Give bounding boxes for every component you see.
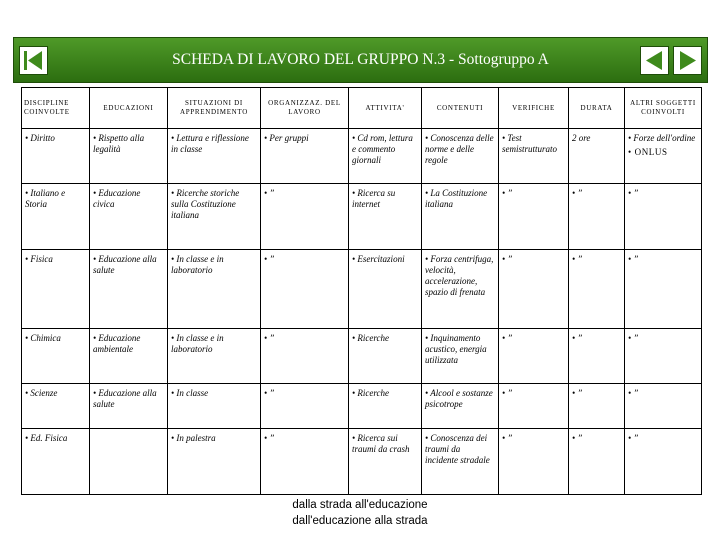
table-cell: • ”	[499, 329, 569, 384]
col-header: DURATA	[569, 88, 625, 129]
col-header: CONTENUTI	[422, 88, 499, 129]
table-cell: • Test semistrutturato	[499, 129, 569, 184]
table-cell: • ”	[261, 384, 349, 429]
table-cell: • Ed. Fisica	[22, 429, 90, 495]
table-row	[22, 384, 702, 429]
header-row	[22, 88, 702, 129]
table-cell: • ”	[569, 429, 625, 495]
table-cell: • ”	[625, 329, 702, 384]
table-cell: • ”	[569, 384, 625, 429]
table-row	[22, 129, 702, 184]
table-cell: • Per gruppi	[261, 129, 349, 184]
table-cell: • Ricerche	[349, 384, 422, 429]
table-cell: • In palestra	[168, 429, 261, 495]
table-cell: • Educazione ambientale	[90, 329, 168, 384]
table-cell: 2 ore	[569, 129, 625, 184]
table-cell: • ”	[261, 329, 349, 384]
table-cell: • Educazione alla salute	[90, 384, 168, 429]
table-cell: • ”	[625, 250, 702, 329]
table-cell: • Cd rom, lettura e commento giornali	[349, 129, 422, 184]
table-cell: • ”	[625, 429, 702, 495]
nav-forward-button[interactable]	[673, 46, 702, 75]
table-cell: • Lettura e riflessione in classe	[168, 129, 261, 184]
col-header: DISCIPLINE COINVOLTE	[22, 88, 90, 129]
footer-line: dalla strada all'educazione	[292, 499, 428, 511]
title-banner	[13, 37, 708, 83]
work-table	[21, 87, 702, 495]
col-header: ORGANIZZAZ. DEL LAVORO	[261, 88, 349, 129]
table-row	[22, 250, 702, 329]
table-cell	[625, 129, 702, 184]
table-cell: • Italiano e Storia	[22, 184, 90, 250]
table-cell: • ”	[625, 184, 702, 250]
footer-caption	[0, 497, 720, 529]
table-cell: • Chimica	[22, 329, 90, 384]
table-cell: • Ricerche	[349, 329, 422, 384]
table-row	[22, 429, 702, 495]
table-cell: • Forza centrifuga, velocità, accelerazione, spazio di frenata	[422, 250, 499, 329]
table-cell: • ”	[569, 250, 625, 329]
cell-text: • Forze dell'ordine	[628, 133, 696, 143]
table-cell: • La Costituzione italiana	[422, 184, 499, 250]
col-header: VERIFICHE	[499, 88, 569, 129]
table-cell: • ”	[499, 250, 569, 329]
table-cell: • Fisica	[22, 250, 90, 329]
table-cell: • Educazione civica	[90, 184, 168, 250]
table-cell: • Diritto	[22, 129, 90, 184]
table-cell: • ”	[569, 329, 625, 384]
table-cell: • ”	[569, 184, 625, 250]
table-cell: • Ricerche storiche sulla Costituzione italiana	[168, 184, 261, 250]
arrow-left-icon	[641, 47, 668, 74]
table-row	[22, 329, 702, 384]
table-cell: • Conoscenza delle norme e delle regole	[422, 129, 499, 184]
arrow-right-icon	[674, 47, 701, 74]
col-header: SITUAZIONI DI APPRENDIMENTO	[168, 88, 261, 129]
col-header: ALTRI SOGGETTI COINVOLTI	[625, 88, 702, 129]
table-cell: • ”	[499, 384, 569, 429]
col-header: ATTIVITA'	[349, 88, 422, 129]
table-cell	[90, 429, 168, 495]
table-cell: • Ricerca su internet	[349, 184, 422, 250]
table-cell: • Educazione alla salute	[90, 250, 168, 329]
table-cell: • In classe e in laboratorio	[168, 250, 261, 329]
onlus-label: • ONLUS	[628, 147, 668, 157]
table-cell: • ”	[625, 384, 702, 429]
table-cell: • ”	[261, 184, 349, 250]
table-cell: • Inquinamento acustico, energia utilizzata	[422, 329, 499, 384]
table-cell: • Ricerca sui traumi da crash	[349, 429, 422, 495]
table-cell: • In classe e in laboratorio	[168, 329, 261, 384]
table-cell: • Rispetto alla legalità	[90, 129, 168, 184]
table-row	[22, 184, 702, 250]
table-cell: • Scienze	[22, 384, 90, 429]
table-cell: • In classe	[168, 384, 261, 429]
footer-line: dall'educazione alla strada	[292, 515, 428, 527]
table-cell: • ”	[261, 429, 349, 495]
table-cell: • ”	[499, 184, 569, 250]
table-cell: • ”	[261, 250, 349, 329]
nav-back-button[interactable]	[640, 46, 669, 75]
page-title: SCHEDA DI LAVORO DEL GRUPPO N.3 - Sottogruppo A	[172, 51, 549, 68]
table-cell: • Esercitazioni	[349, 250, 422, 329]
col-header: EDUCAZIONI	[90, 88, 168, 129]
table-cell: • Alcool e sostanze psicotrope	[422, 384, 499, 429]
table-cell: • Conoscenza dei traumi da incidente stradale	[422, 429, 499, 495]
table-cell: • ”	[499, 429, 569, 495]
